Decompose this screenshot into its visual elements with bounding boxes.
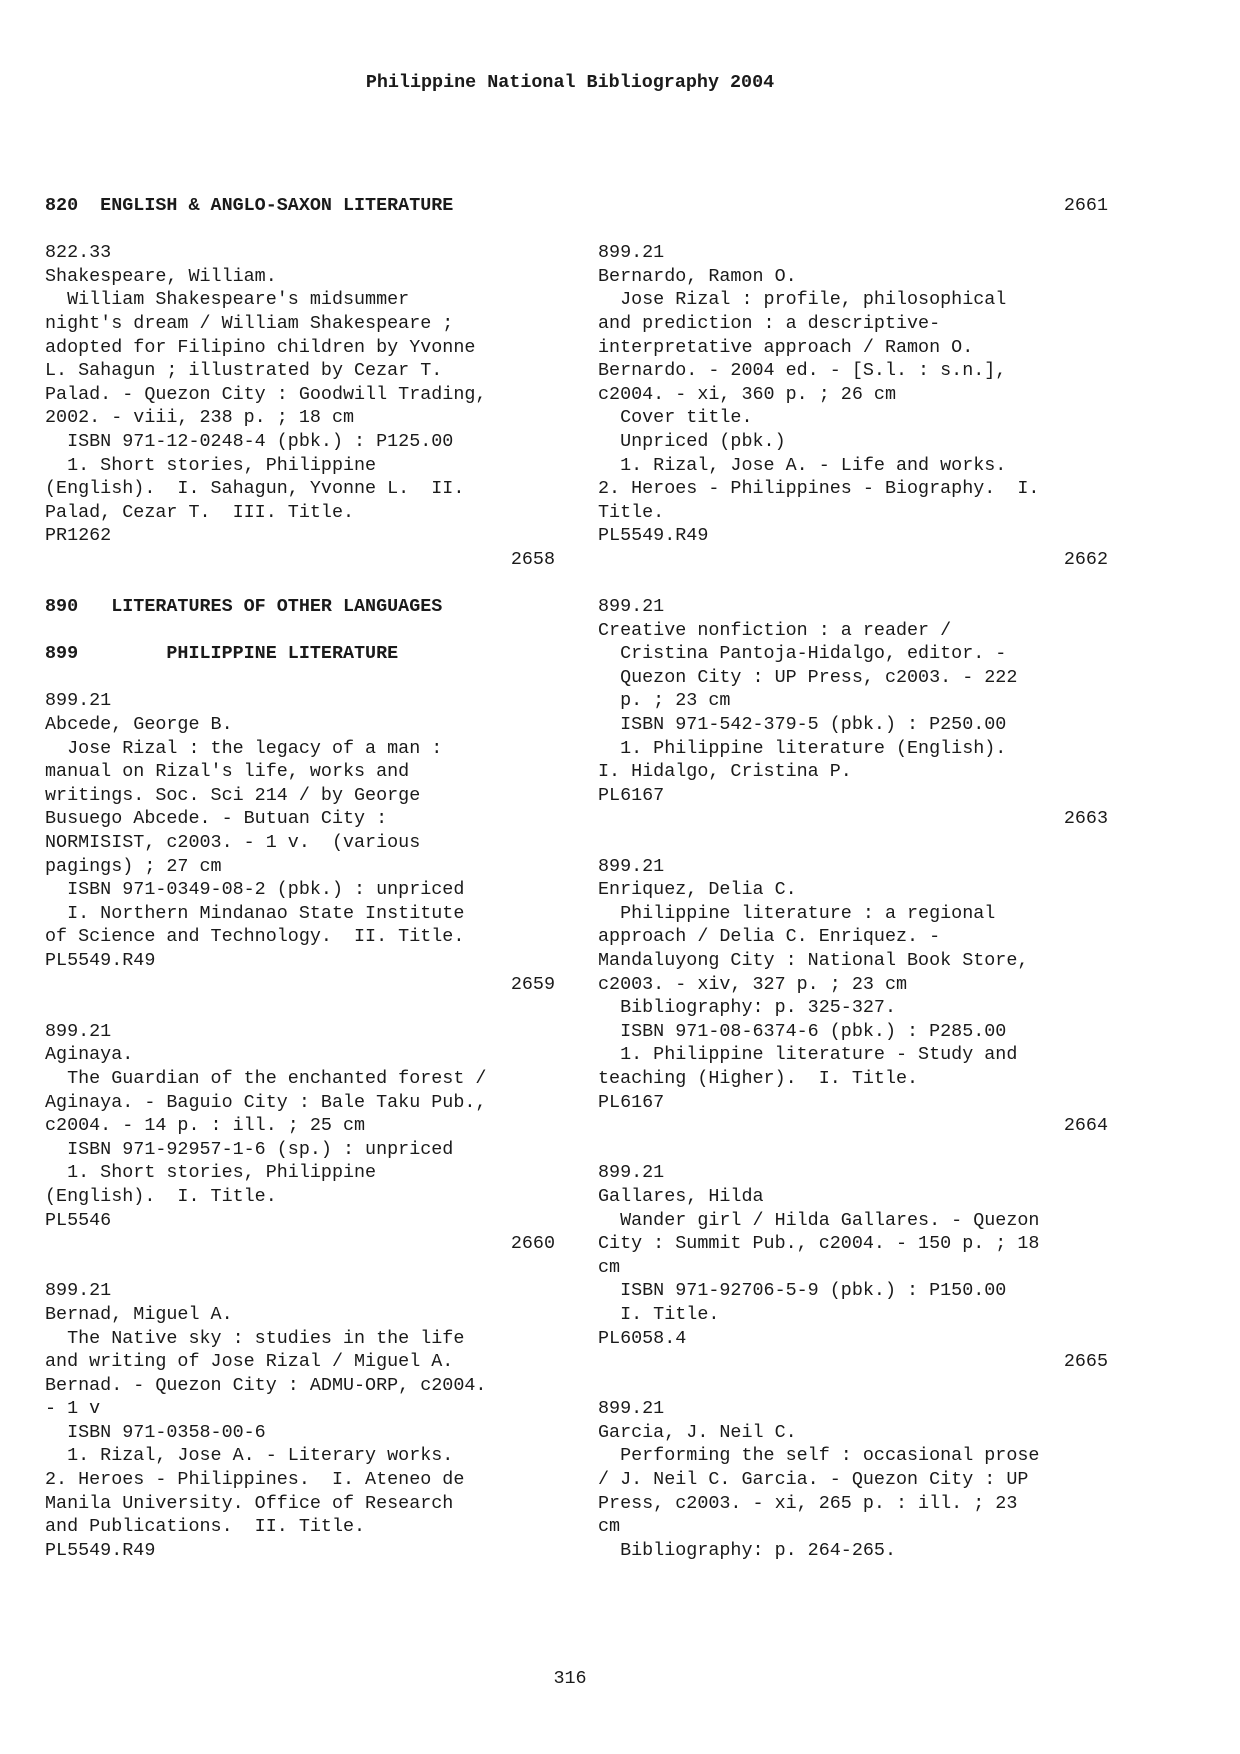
entry-line: I. Northern Mindanao State Institute (45, 902, 465, 924)
entry-line: ISBN 971-0358-00-6 (45, 1421, 266, 1443)
entry-line: 2. Heroes - Philippines. I. Ateneo de (45, 1469, 465, 1491)
entry-line: ISBN 971-12-0248-4 (pbk.) : P125.00 (45, 430, 454, 452)
entry-line: c2003. - xiv, 327 p. ; 23 cm (598, 973, 908, 995)
entry-line: and prediction : a descriptive- (598, 312, 941, 334)
entry-line: c2004. - 14 p. : ill. ; 25 cm (45, 1115, 366, 1137)
entry-line: PL5549.R49 (598, 525, 709, 547)
entry-line: 899.21 (598, 1398, 665, 1420)
entry-line: ISBN 971-542-379-5 (pbk.) : P250.00 (598, 714, 1007, 736)
entry-line: PL6058.4 (598, 1327, 687, 1349)
entry-line: Mandaluyong City : National Book Store, (598, 950, 1029, 971)
entry-line: c2004. - xi, 360 p. ; 26 cm (598, 383, 896, 405)
entry-line: Performing the self : occasional prose (598, 1445, 1040, 1467)
entry-line: manual on Rizal's life, works and (45, 761, 410, 783)
page-number: 316 (553, 1668, 587, 1689)
blank-line (45, 1256, 555, 1280)
entry-line: Bernardo, Ramon O. (598, 265, 797, 287)
entry-line: NORMISIST, c2003. - 1 v. (various (45, 832, 421, 854)
blank-line (45, 218, 555, 242)
entry-line: Bernad. - Quezon City : ADMU-ORP, c2004. (45, 1374, 487, 1396)
entry-line: 1. Philippine literature (English). (598, 737, 1007, 759)
entry-line: Enriquez, Delia C. (598, 879, 797, 901)
entry-line: Shakespeare, William. (45, 265, 277, 287)
blank-line (598, 831, 1108, 855)
entry-line: L. Sahagun ; illustrated by Cezar T. (45, 360, 443, 382)
entry-line: ISBN 971-92957-1-6 (sp.) : unpriced (45, 1138, 454, 1160)
entry-number: 2664 (1063, 1115, 1108, 1137)
entry-line: 2. Heroes - Philippines - Biography. I. (598, 478, 1040, 500)
blank-line (45, 572, 555, 596)
entry-line: pagings) ; 27 cm (45, 855, 222, 877)
entry-line: 2002. - viii, 238 p. ; 18 cm (45, 407, 355, 429)
entry-line: 899.21 (45, 1280, 112, 1302)
entry-line: cm (598, 1256, 621, 1278)
entry-number: 2665 (1063, 1351, 1108, 1373)
entry-number: 2660 (510, 1233, 555, 1255)
entry-line: 1. Short stories, Philippine (45, 1162, 377, 1184)
entry-line: PL5549.R49 (45, 950, 156, 971)
entry-line: Palad, Cezar T. III. Title. (45, 501, 355, 523)
entry-line: Cover title. (598, 407, 753, 429)
entry-number: 2663 (1063, 808, 1108, 830)
entry-line: Garcia, J. Neil C. (598, 1421, 797, 1443)
entry-line: 822.33 (45, 242, 112, 264)
entry-line: p. ; 23 cm (598, 690, 731, 712)
entry-line: Press, c2003. - xi, 265 p. : ill. ; 23 (598, 1492, 1018, 1514)
entry-line: Aginaya. (45, 1044, 134, 1066)
blank-line (598, 1138, 1108, 1162)
entry-line: ISBN 971-08-6374-6 (pbk.) : P285.00 (598, 1020, 1007, 1042)
entry-line: (English). I. Sahagun, Yvonne L. II. (45, 478, 465, 500)
entry-line: Title. (598, 501, 665, 523)
right-column (598, 194, 1108, 1562)
blank-line (45, 619, 555, 643)
entry-line: Palad. - Quezon City : Goodwill Trading, (45, 383, 487, 405)
entry-line: 899.21 (598, 596, 665, 618)
entry-line: adopted for Filipino children by Yvonne (45, 336, 476, 358)
blank-line (598, 572, 1108, 596)
entry-line: Cristina Pantoja-Hidalgo, editor. - (598, 643, 1007, 665)
entry-line: Busuego Abcede. - Butuan City : (45, 808, 388, 830)
entry-line: 1. Rizal, Jose A. - Life and works. (598, 454, 1007, 476)
entry-line: PL5549.R49 (45, 1539, 156, 1561)
blank-line (45, 666, 555, 690)
entry-line: Unpriced (pbk.) (598, 430, 786, 452)
entry-line: Bibliography: p. 264-265. (598, 1539, 896, 1561)
entry-line: writings. Soc. Sci 214 / by George (45, 784, 421, 806)
entry-line: 899.21 (598, 1162, 665, 1184)
entry-line: and Publications. II. Title. (45, 1516, 366, 1538)
entry-line: PR1262 (45, 525, 112, 547)
entry-line: - 1 v (45, 1398, 101, 1420)
entry-line: Creative nonfiction : a reader / (598, 619, 952, 641)
entry-line: and writing of Jose Rizal / Miguel A. (45, 1351, 454, 1373)
entry-line: 899.21 (45, 1020, 112, 1042)
entry-line: 1. Rizal, Jose A. - Literary works. (45, 1445, 454, 1467)
section-heading: 899 PHILIPPINE LITERATURE (45, 643, 399, 665)
entry-line: ISBN 971-0349-08-2 (pbk.) : unpriced (45, 879, 465, 901)
section-heading: 820 ENGLISH & ANGLO-SAXON LITERATURE (45, 195, 454, 216)
blank-line (598, 218, 1108, 242)
entry-line: night's dream / William Shakespeare ; (45, 312, 454, 334)
entry-line: PL6167 (598, 784, 665, 806)
entry-line: cm (598, 1516, 621, 1538)
entry-line: Manila University. Office of Research (45, 1492, 454, 1514)
entry-line: I. Hidalgo, Cristina P. (598, 761, 852, 783)
blank-line (45, 996, 555, 1020)
entry-line: Philippine literature : a regional (598, 902, 996, 924)
entry-line: (English). I. Title. (45, 1185, 277, 1207)
entry-line: Gallares, Hilda (598, 1185, 764, 1207)
entry-line: The Guardian of the enchanted forest / (45, 1067, 487, 1089)
page-title: Philippine National Bibliography 2004 (365, 72, 775, 93)
entry-line: William Shakespeare's midsummer (45, 289, 410, 311)
entry-number: 2662 (1063, 548, 1108, 570)
left-column (45, 194, 555, 1562)
entry-line: 899.21 (598, 242, 665, 264)
entry-line: Bernad, Miguel A. (45, 1303, 233, 1325)
entry-line: Bernardo. - 2004 ed. - [S.l. : s.n.], (598, 360, 1007, 382)
entry-line: of Science and Technology. II. Title. (45, 926, 465, 948)
entry-line: Jose Rizal : profile, philosophical (598, 289, 1007, 311)
entry-line: ISBN 971-92706-5-9 (pbk.) : P150.00 (598, 1280, 1007, 1302)
section-heading: 890 LITERATURES OF OTHER LANGUAGES (45, 596, 443, 618)
entry-line: 1. Philippine literature - Study and (598, 1044, 1018, 1066)
entry-line: teaching (Higher). I. Title. (598, 1067, 919, 1089)
entry-line: Quezon City : UP Press, c2003. - 222 (598, 666, 1018, 688)
blank-line (598, 1374, 1108, 1398)
entry-line: Wander girl / Hilda Gallares. - Quezon (598, 1209, 1040, 1231)
entry-line: City : Summit Pub., c2004. - 150 p. ; 18 (598, 1233, 1040, 1255)
entry-line: Aginaya. - Baguio City : Bale Taku Pub., (45, 1091, 487, 1113)
entry-line: 899.21 (598, 855, 665, 877)
entry-line: Abcede, George B. (45, 714, 233, 736)
entry-line: 899.21 (45, 690, 112, 712)
entry-line: interpretative approach / Ramon O. (598, 336, 974, 358)
entry-line: 1. Short stories, Philippine (45, 454, 377, 476)
entry-line: Jose Rizal : the legacy of a man : (45, 737, 443, 759)
entry-line: The Native sky : studies in the life (45, 1327, 465, 1349)
entry-line: Bibliography: p. 325-327. (598, 997, 896, 1019)
entry-line: PL5546 (45, 1209, 112, 1231)
entry-line: I. Title. (598, 1303, 720, 1325)
entry-line: / J. Neil C. Garcia. - Quezon City : UP (598, 1469, 1029, 1491)
entry-line: approach / Delia C. Enriquez. - (598, 926, 941, 948)
entry-number: 2658 (510, 548, 555, 570)
entry-number: 2661 (1063, 195, 1108, 216)
entry-number: 2659 (510, 973, 555, 995)
entry-line: PL6167 (598, 1091, 665, 1113)
